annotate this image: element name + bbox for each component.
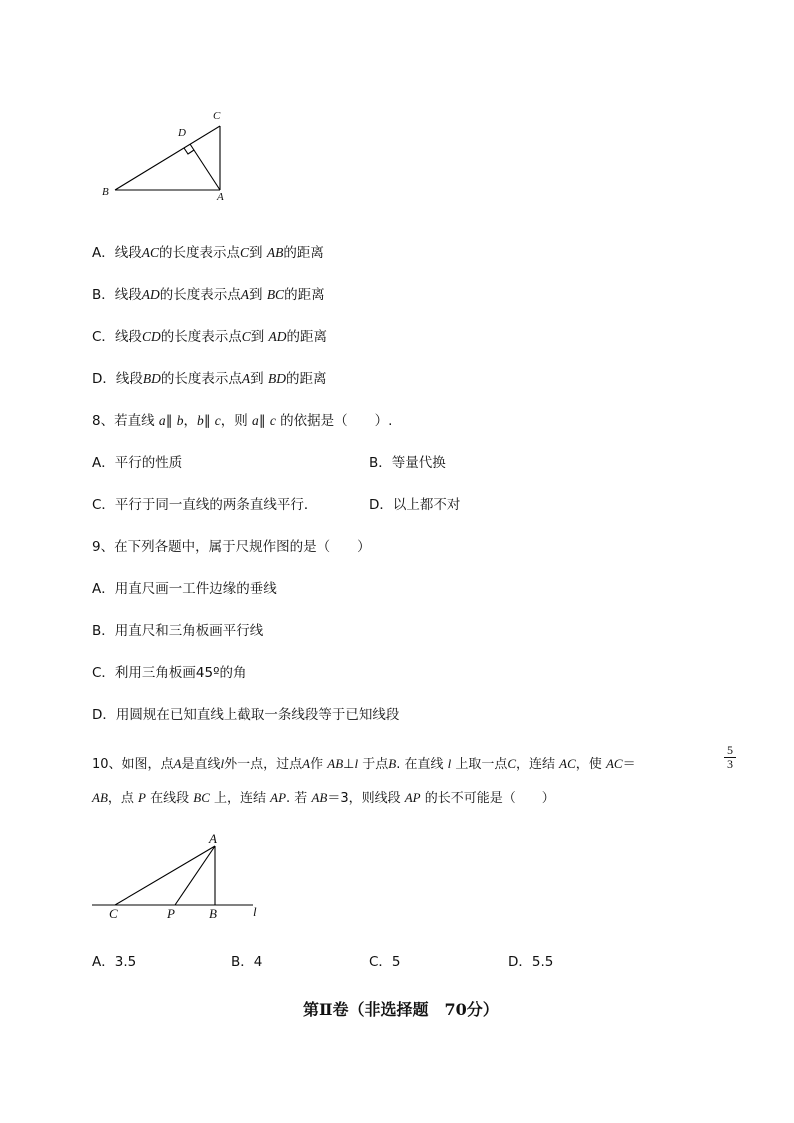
q9-option-a[interactable]: A．用直尺画一工件边缘的垂线 xyxy=(92,581,277,597)
label-l2: l xyxy=(253,904,257,919)
q8-option-d[interactable]: D．以上都不对 xyxy=(369,497,461,513)
q10-option-c[interactable]: C．5 xyxy=(369,954,401,970)
q7-option-a[interactable]: A．线段AC的长度表示点C到 AB的距离 xyxy=(92,245,324,261)
q9-option-c[interactable]: C．利用三角板画45º的角 xyxy=(92,665,247,681)
label-A: A xyxy=(217,191,224,203)
q7-option-c[interactable]: C．线段CD的长度表示点C到 AD的距离 xyxy=(92,329,328,345)
label-A2: A xyxy=(209,831,217,846)
q9-stem: 9、在下列各题中，属于尺规作图的是（ ） xyxy=(92,539,371,555)
q7-option-d[interactable]: D．线段BD的长度表示点A到 BD的距离 xyxy=(92,371,327,387)
label-D: D xyxy=(178,127,186,139)
q9-option-d[interactable]: D．用圆规在已知直线上截取一条线段等于已知线段 xyxy=(92,707,400,723)
q10-option-a[interactable]: A．3.5 xyxy=(92,954,137,970)
q8-option-a[interactable]: A．平行的性质 xyxy=(92,455,183,471)
fraction-denominator: 3 xyxy=(724,757,736,771)
q10-option-b[interactable]: B．4 xyxy=(231,954,263,970)
q10-stem-line2: AB，点 P 在线段 BC 上，连结 AP. 若 AB＝3，则线段 AP 的长不可能是（ ） xyxy=(92,790,555,806)
label-B2: B xyxy=(209,906,217,921)
q8-stem: 8、若直线 a∥ b，b∥ c，则 a∥ c 的依据是（ ）. xyxy=(92,413,393,429)
q8-option-b[interactable]: B．等量代换 xyxy=(369,455,446,471)
q9-option-b[interactable]: B．用直尺和三角板画平行线 xyxy=(92,623,264,639)
label-B: B xyxy=(102,186,109,198)
fraction-5-3 xyxy=(724,744,736,771)
fraction-numerator: 5 xyxy=(727,743,733,757)
q7-option-b[interactable]: B．线段AD的长度表示点A到 BC的距离 xyxy=(92,287,325,303)
q8-option-c[interactable]: C．平行于同一直线的两条直线平行． xyxy=(92,497,318,513)
q10-stem-line1: 10、如图，点A是直线l外一点，过点A作 AB⊥l 于点B. 在直线 l 上取一点C，连结 AC，使 AC＝ xyxy=(92,756,636,772)
label-C2: C xyxy=(109,906,118,921)
label-C: C xyxy=(213,110,221,122)
section-title: 第Ⅱ卷（非选择题 70分） xyxy=(303,1000,499,1019)
label-P2: P xyxy=(167,906,175,921)
triangle-diagram-1 xyxy=(0,0,300,220)
q10-option-d[interactable]: D．5.5 xyxy=(508,954,554,970)
